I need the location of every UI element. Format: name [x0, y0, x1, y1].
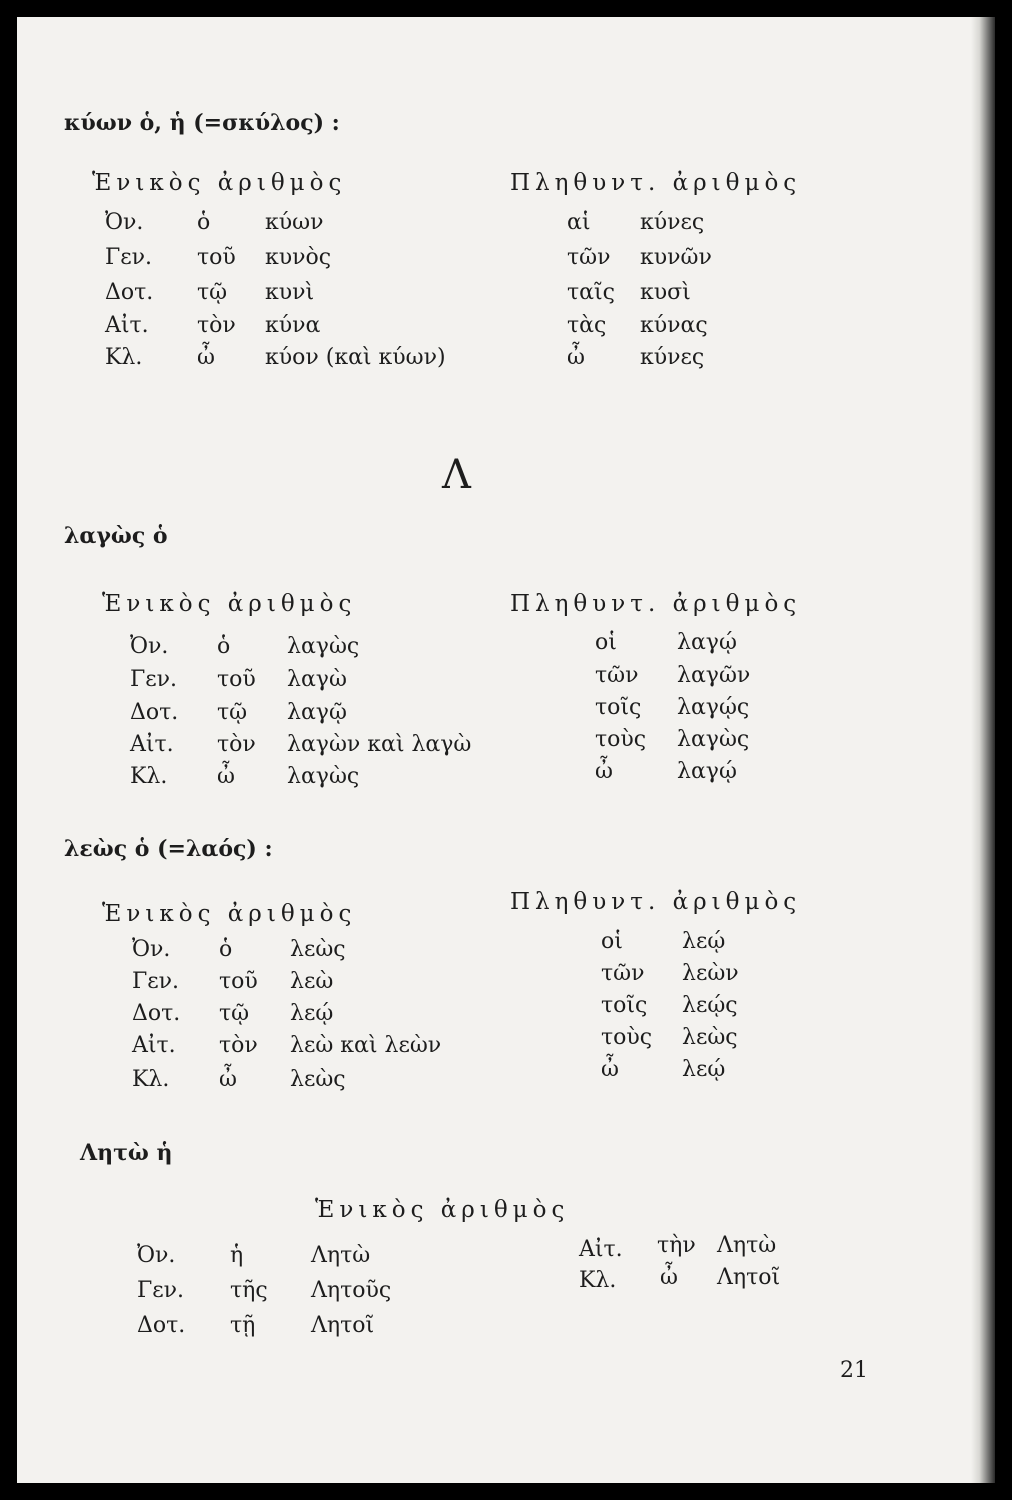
article: τῶν — [601, 961, 645, 986]
word-form: Λητὼ — [311, 1243, 371, 1268]
word-form: λαγῴ — [677, 630, 737, 655]
headword: λαγὼς ὁ — [64, 523, 168, 549]
article: τοῖς — [595, 695, 642, 720]
word-form: λεὼ — [290, 969, 334, 994]
case-label: Γεν. — [105, 245, 153, 270]
article: τοὺς — [595, 727, 647, 752]
section-letter: Λ — [442, 452, 471, 498]
page-number: 21 — [840, 1358, 868, 1383]
book-page — [17, 17, 995, 1483]
article: ὦ — [567, 345, 585, 370]
case-label: Αἰτ. — [132, 1033, 176, 1058]
word-form: λεῴς — [682, 993, 738, 1018]
article: τῷ — [197, 280, 228, 305]
word-form: κυνὶ — [265, 280, 315, 305]
word-form: κύνες — [640, 345, 705, 370]
word-form: λεῴ — [682, 1057, 726, 1082]
word-form: Λητοῦς — [311, 1278, 392, 1303]
word-form: λεὼ καὶ λεὼν — [290, 1033, 442, 1058]
word-form: κύνας — [640, 313, 708, 338]
article: τῷ — [217, 700, 248, 725]
article: τὸν — [219, 1033, 258, 1058]
article: τὴν — [657, 1233, 696, 1258]
word-form: λαγὼ — [287, 667, 347, 692]
case-label: Δοτ. — [105, 280, 154, 305]
word-form: λαγῴς — [677, 695, 750, 720]
article: οἱ — [601, 929, 623, 954]
word-form: λαγῷ — [287, 700, 347, 725]
word-form: Λητὼ — [717, 1233, 777, 1258]
word-form: κύνες — [640, 210, 705, 235]
article: τοῖς — [601, 993, 648, 1018]
article: ὦ — [219, 1067, 237, 1092]
word-form: λαγὼς — [287, 764, 360, 789]
article: τοῦ — [217, 667, 256, 692]
word-form: κυνῶν — [640, 245, 712, 270]
article: τῇ — [230, 1313, 256, 1338]
case-label: Δοτ. — [130, 700, 179, 725]
article: ὦ — [197, 345, 215, 370]
plural-title: Πληθυντ. ἀριθμὸς — [510, 591, 802, 617]
word-form: Λητοῖ — [311, 1313, 375, 1338]
article: ὦ — [595, 759, 613, 784]
case-label: Ὀν. — [130, 634, 169, 659]
case-label: Κλ. — [132, 1067, 170, 1092]
plural-title: Πληθυντ. ἀριθμὸς — [510, 170, 802, 196]
case-label: Αἰτ. — [579, 1237, 623, 1262]
case-label: Ὀν. — [132, 937, 171, 962]
article: αἱ — [567, 210, 591, 235]
article: ὦ — [217, 764, 235, 789]
word-form: κύνα — [265, 313, 321, 338]
article: τῶν — [567, 245, 611, 270]
article: ὁ — [197, 210, 211, 235]
article: τὰς — [567, 313, 607, 338]
headword: κύων ὁ, ἡ (=σκύλος) : — [64, 110, 340, 136]
word-form: κύον (καὶ κύων) — [265, 345, 446, 370]
word-form: λεὼν — [682, 961, 739, 986]
case-label: Γεν. — [130, 667, 178, 692]
word-form: λεῴ — [290, 1001, 334, 1026]
word-form: λεὼς — [290, 937, 346, 962]
article: τοῦ — [219, 969, 258, 994]
case-label: Αἰτ. — [105, 313, 149, 338]
article: ὦ — [660, 1265, 678, 1290]
case-label: Κλ. — [105, 345, 143, 370]
word-form: κυνὸς — [265, 245, 332, 270]
case-label: Ὀν. — [105, 210, 144, 235]
case-label: Ὀν. — [137, 1243, 176, 1268]
plural-title: Πληθυντ. ἀριθμὸς — [510, 889, 802, 915]
word-form: κύων — [265, 210, 324, 235]
word-form: λαγὼς — [677, 727, 750, 752]
case-label: Κλ. — [579, 1268, 617, 1293]
article: οἱ — [595, 630, 617, 655]
case-label: Δοτ. — [132, 1001, 181, 1026]
case-label: Δοτ. — [137, 1313, 186, 1338]
book-spine — [971, 17, 995, 1483]
word-form: κυσὶ — [640, 280, 691, 305]
case-label: Αἰτ. — [130, 732, 174, 757]
headword: Λητὼ ἡ — [80, 1140, 173, 1166]
word-form: Λητοῖ — [717, 1265, 781, 1290]
word-form: λαγὼς — [287, 634, 360, 659]
case-label: Γεν. — [137, 1278, 185, 1303]
word-form: λαγὼν καὶ λαγὼ — [287, 732, 472, 757]
article: τοῦ — [197, 245, 236, 270]
article: τοὺς — [601, 1025, 653, 1050]
article: ὁ — [217, 634, 231, 659]
case-label: Κλ. — [130, 764, 168, 789]
article: τὸν — [217, 732, 256, 757]
article: ὦ — [601, 1057, 619, 1082]
word-form: λαγῶν — [677, 663, 751, 688]
article: ἡ — [230, 1243, 244, 1268]
article: ταῖς — [567, 280, 615, 305]
case-label: Γεν. — [132, 969, 180, 994]
singular-title: Ἑνικὸς ἀριθμὸς — [315, 1197, 570, 1223]
article: ὁ — [219, 937, 233, 962]
singular-title: Ἑνικὸς ἀριθμὸς — [92, 170, 347, 196]
singular-title: Ἑνικὸς ἀριθμὸς — [102, 591, 357, 617]
headword: λεὼς ὁ (=λαός) : — [64, 836, 273, 862]
word-form: λαγῴ — [677, 759, 737, 784]
singular-title: Ἑνικὸς ἀριθμὸς — [102, 901, 357, 927]
article: τῶν — [595, 663, 639, 688]
article: τὸν — [197, 313, 236, 338]
word-form: λεὼς — [682, 1025, 738, 1050]
word-form: λεῴ — [682, 929, 726, 954]
article: τῷ — [219, 1001, 250, 1026]
word-form: λεὼς — [290, 1067, 346, 1092]
article: τῆς — [230, 1278, 268, 1303]
